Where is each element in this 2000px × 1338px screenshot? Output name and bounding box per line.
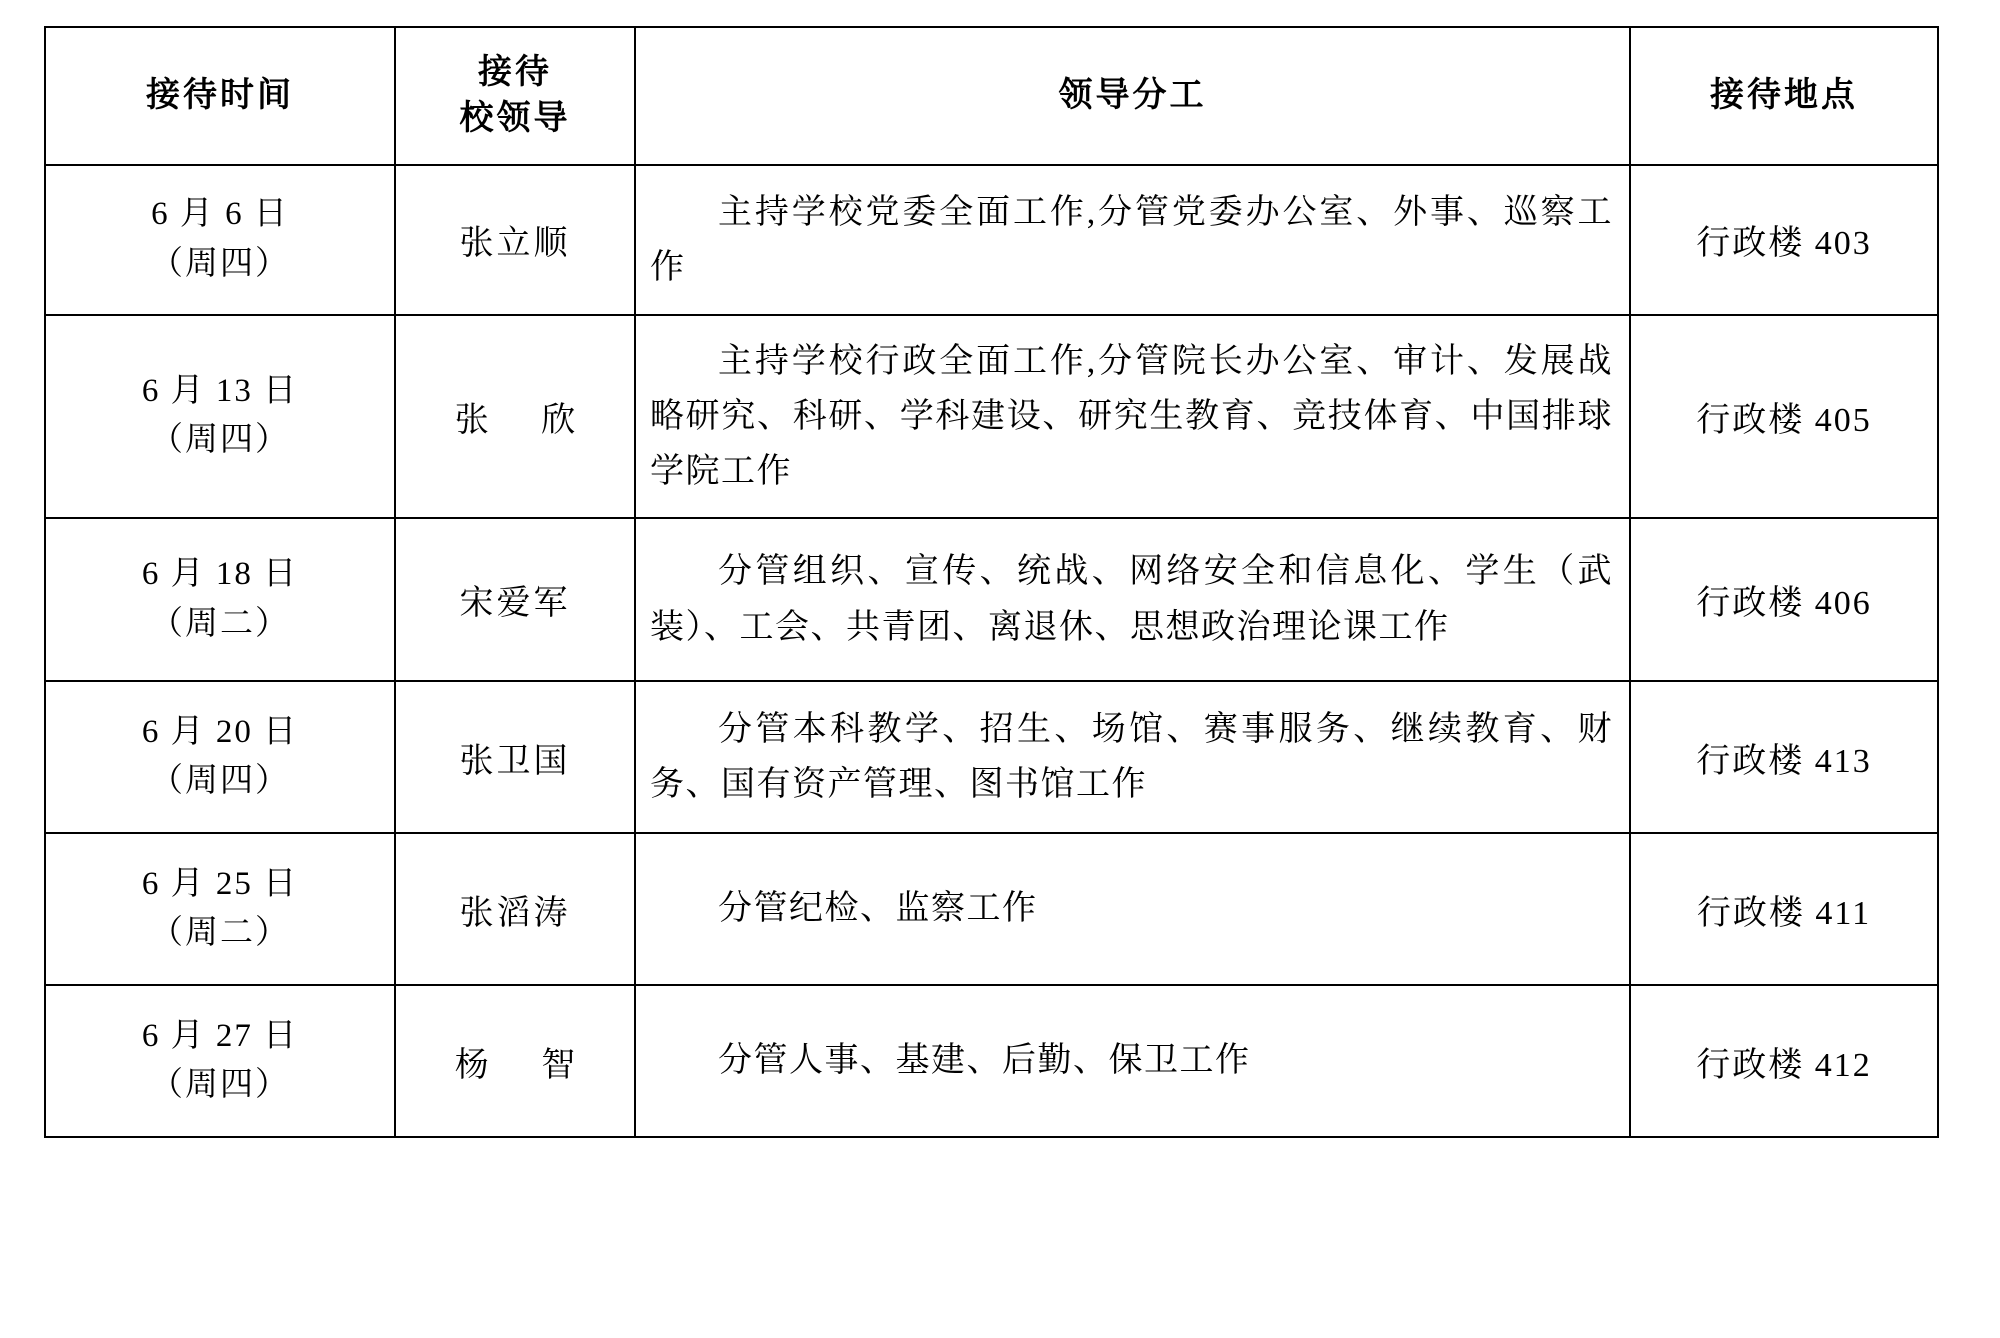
duty-description: 主持学校行政全面工作,分管院长办公室、审计、发展战略研究、科研、学科建设、研究生教育、竞技体育、中国排球学院工作	[650, 342, 1613, 490]
reception-weekday: （周四）	[150, 245, 290, 282]
reception-weekday: （周二）	[150, 915, 290, 952]
cell-place	[1630, 681, 1938, 833]
reception-place: 行政楼 412	[1696, 1046, 1872, 1084]
column-header-leader	[395, 27, 635, 165]
reception-weekday: （周四）	[150, 763, 290, 800]
time-cell-inner	[46, 349, 394, 484]
column-header-duty	[635, 27, 1630, 165]
leader-name: 杨 智	[454, 1046, 598, 1084]
cell-place	[1630, 833, 1938, 985]
table-row	[45, 985, 1938, 1137]
table-row	[45, 833, 1938, 985]
table-row	[45, 315, 1938, 518]
cell-duty	[635, 681, 1630, 833]
leader-name: 张卫国	[459, 742, 571, 780]
column-header-place-label: 接待地点	[1710, 76, 1858, 114]
duty-description: 分管人事、基建、后勤、保卫工作	[718, 1042, 1251, 1080]
cell-leader	[395, 833, 635, 985]
leader-name: 宋爱军	[459, 585, 571, 623]
leader-name: 张立顺	[459, 225, 571, 263]
reception-place: 行政楼 406	[1696, 585, 1872, 623]
reception-schedule-table	[44, 26, 1939, 1138]
time-cell-inner	[46, 994, 394, 1129]
time-cell-inner	[46, 532, 394, 667]
cell-leader	[395, 518, 635, 681]
reception-weekday: （周四）	[150, 422, 290, 459]
reception-weekday: （周二）	[150, 605, 290, 642]
column-header-leader-lines	[396, 28, 634, 164]
time-cell-inner	[46, 172, 394, 307]
table-header-row	[45, 27, 1938, 165]
cell-duty	[635, 165, 1630, 315]
table-row	[45, 681, 1938, 833]
column-header-time	[45, 27, 395, 165]
time-cell-inner	[46, 690, 394, 825]
cell-time	[45, 681, 395, 833]
reception-date: 6 月 27 日	[141, 1017, 299, 1054]
column-header-leader-line1: 接待	[478, 54, 552, 91]
reception-date: 6 月 18 日	[141, 556, 299, 593]
reception-weekday: （周四）	[150, 1067, 290, 1104]
cell-place	[1630, 165, 1938, 315]
cell-place	[1630, 985, 1938, 1137]
cell-duty	[635, 315, 1630, 518]
cell-duty	[635, 985, 1630, 1137]
cell-time	[45, 315, 395, 518]
cell-place	[1630, 315, 1938, 518]
cell-duty	[635, 833, 1630, 985]
cell-leader	[395, 165, 635, 315]
cell-leader	[395, 315, 635, 518]
cell-time	[45, 985, 395, 1137]
reception-place: 行政楼 405	[1696, 401, 1872, 439]
leader-name: 张 欣	[454, 401, 598, 439]
reception-place: 行政楼 413	[1696, 742, 1872, 780]
reception-date: 6 月 25 日	[141, 865, 299, 902]
column-header-leader-line2: 校领导	[459, 99, 571, 137]
reception-place: 行政楼 403	[1696, 225, 1872, 263]
column-header-place	[1630, 27, 1938, 165]
cell-place	[1630, 518, 1938, 681]
cell-time	[45, 833, 395, 985]
table-row	[45, 518, 1938, 681]
reception-date: 6 月 6 日	[151, 196, 289, 233]
column-header-time-label: 接待时间	[146, 76, 294, 114]
reception-date: 6 月 13 日	[141, 372, 299, 409]
table-body	[45, 165, 1938, 1137]
table-row	[45, 165, 1938, 315]
leader-name: 张滔涛	[459, 894, 571, 932]
cell-time	[45, 518, 395, 681]
duty-description: 分管组织、宣传、统战、网络安全和信息化、学生（武装）、工会、共青团、离退休、思想政治理论课工作	[650, 553, 1613, 646]
column-header-duty-label: 领导分工	[1058, 76, 1207, 114]
duty-description: 主持学校党委全面工作,分管党委办公室、外事、巡察工作	[650, 193, 1613, 286]
cell-time	[45, 165, 395, 315]
time-cell-inner	[46, 842, 394, 977]
cell-leader	[395, 985, 635, 1137]
reception-date: 6 月 20 日	[141, 713, 299, 750]
duty-description: 分管本科教学、招生、场馆、赛事服务、继续教育、财务、国有资产管理、图书馆工作	[650, 710, 1613, 804]
reception-place: 行政楼 411	[1696, 894, 1872, 932]
cell-duty	[635, 518, 1630, 681]
cell-leader	[395, 681, 635, 833]
duty-description: 分管纪检、监察工作	[718, 890, 1038, 928]
